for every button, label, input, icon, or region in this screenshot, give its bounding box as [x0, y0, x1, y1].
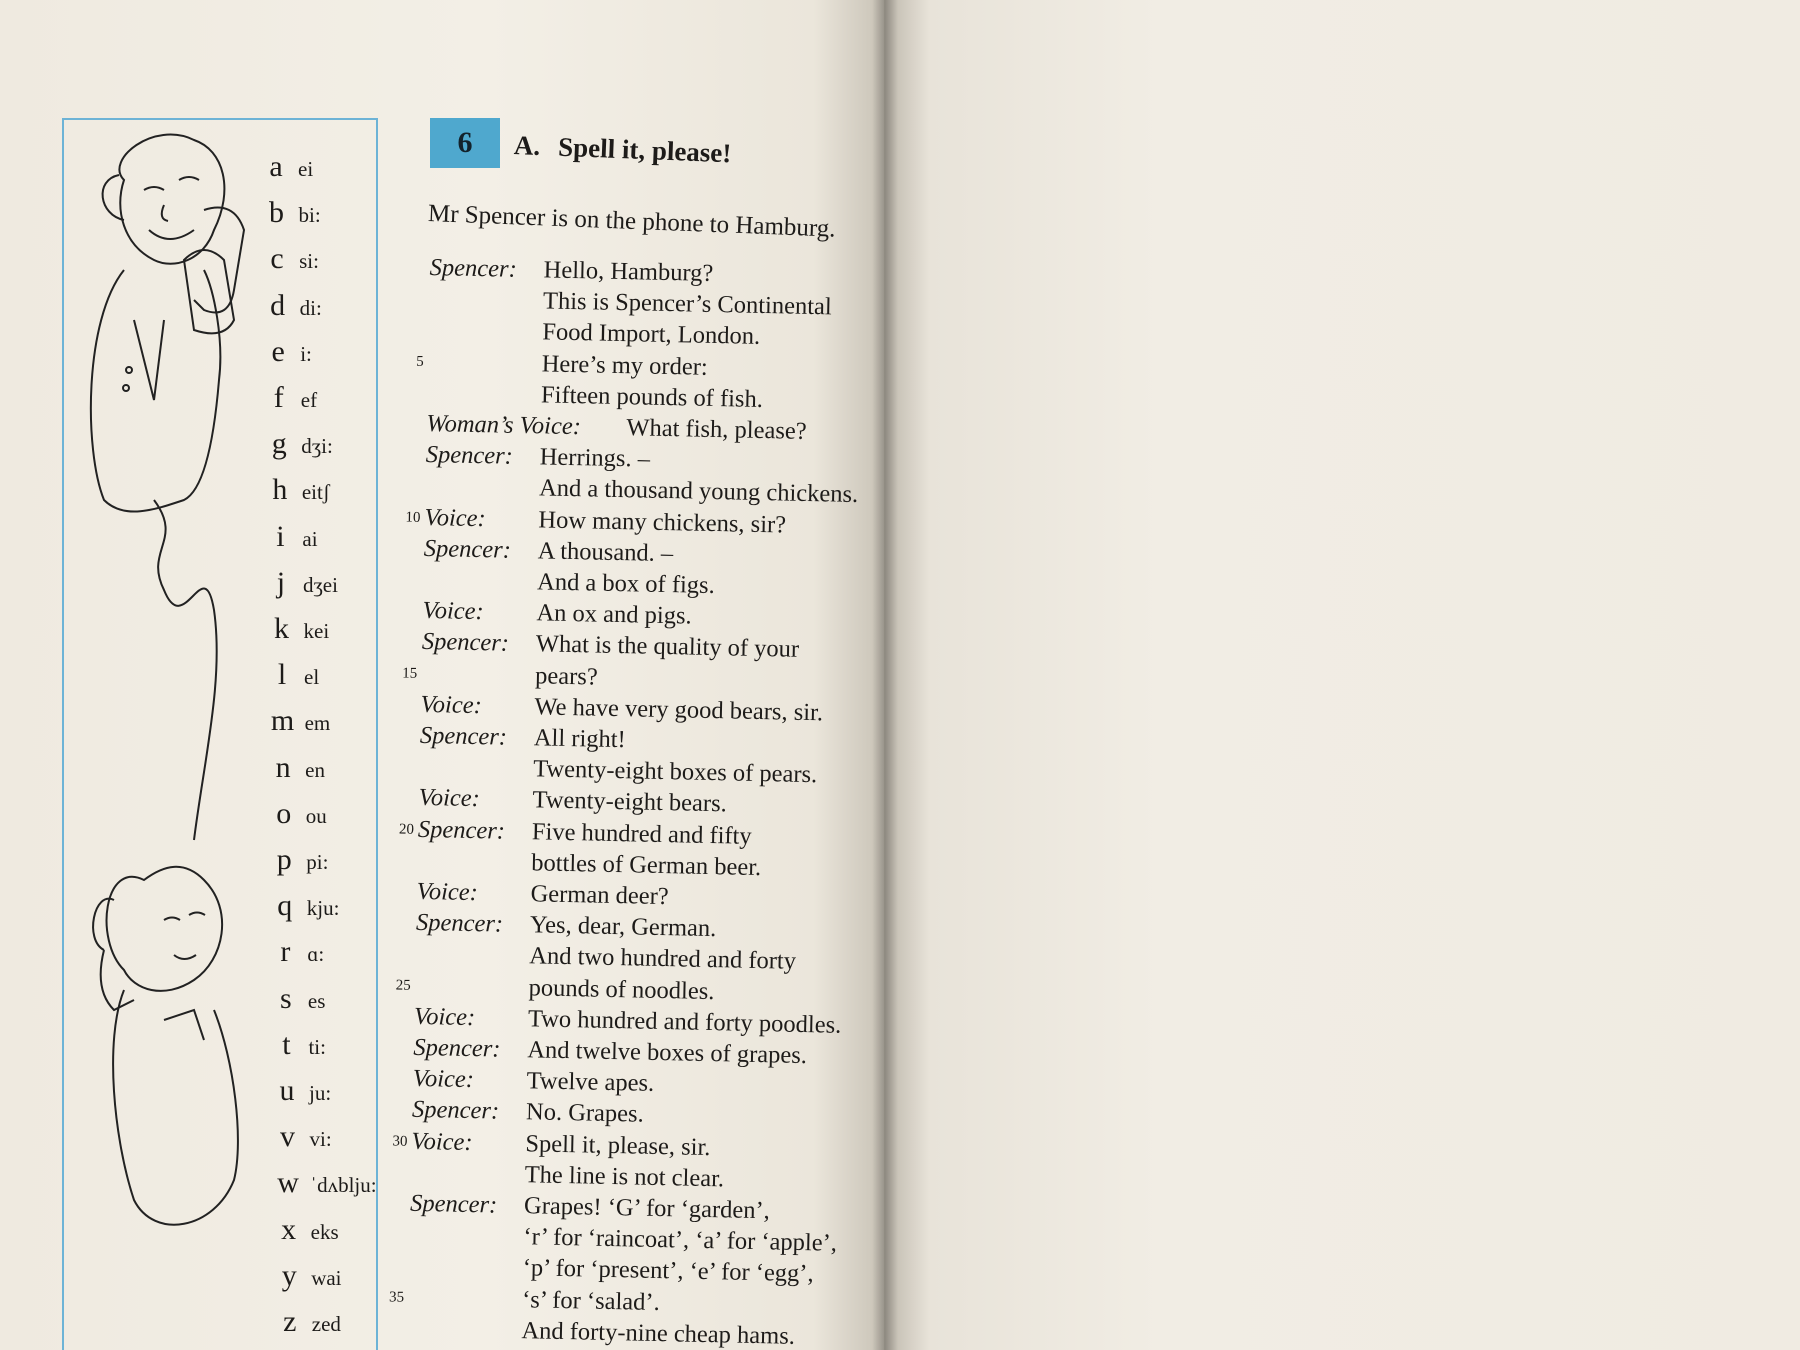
left-page: [0, 0, 884, 1350]
alphabet-row: [272, 1028, 326, 1068]
lesson-number-badge: 6: [430, 118, 500, 168]
title-text: Spell it, please!: [557, 131, 732, 169]
alphabet-pronunciation: em: [304, 711, 331, 736]
alphabet-pronunciation: es: [307, 988, 326, 1013]
alphabet-letter: t: [282, 1027, 291, 1061]
dialog-text: German deer?: [530, 880, 669, 911]
alphabet-letter: f: [273, 381, 284, 414]
alphabet-row: [271, 935, 324, 975]
dialog-text: Spell it, please, sir.: [525, 1129, 711, 1161]
alphabet-pronunciation: di:: [299, 295, 322, 320]
alphabet-letter: y: [281, 1258, 297, 1292]
alphabet-letter: w: [277, 1166, 299, 1200]
lesson-intro: Mr Spencer is on the phone to Hamburg.: [427, 200, 837, 243]
alphabet-row: [271, 889, 340, 929]
alphabet-letter: l: [277, 658, 287, 692]
alphabet-letter: x: [281, 1212, 297, 1246]
dialog-text: Herrings. –: [539, 443, 651, 473]
line-number: 25: [395, 977, 411, 994]
alphabet-pronunciation: i:: [300, 341, 312, 366]
dialog-text: Twelve apes.: [526, 1067, 655, 1098]
lesson-title: [513, 130, 750, 170]
alphabet-letter: b: [269, 196, 285, 230]
alphabet-letter: o: [276, 796, 292, 830]
alphabet-row: [266, 473, 330, 513]
alphabet-pronunciation: zed: [311, 1312, 341, 1336]
speaker-label: Woman’s Voice:: [426, 409, 582, 441]
dialog-text: What fish, please?: [626, 414, 807, 445]
alphabet-letter: i: [276, 519, 285, 553]
speaker-label: Spencer:: [413, 1033, 501, 1063]
alphabet-letter: k: [274, 612, 289, 645]
alphabet-row: [274, 1120, 332, 1160]
alphabet-letter: a: [269, 150, 283, 183]
alphabet-pronunciation: pi:: [306, 850, 329, 874]
dialog-text: Food Import, London.: [542, 318, 761, 351]
alphabet-row: [265, 381, 317, 421]
dialog-text: Hello, Hamburg?: [543, 256, 714, 287]
alphabet-row: [268, 658, 319, 698]
alphabet-letter: e: [271, 334, 285, 368]
alphabet-pronunciation: ef: [300, 388, 318, 412]
alphabet-pronunciation: ei: [298, 157, 314, 181]
alphabet-letter: m: [270, 704, 295, 738]
alphabet-pronunciation: bi:: [298, 203, 321, 228]
dialog-text: A thousand. –: [537, 537, 674, 567]
dialog-text: And a box of figs.: [536, 568, 716, 600]
alphabet-row: [264, 289, 322, 329]
line-number: 15: [402, 665, 418, 682]
alphabet-pronunciation: ou: [305, 803, 327, 828]
alphabet-row: [275, 1213, 339, 1253]
dialog-text: Two hundred and forty poodles.: [527, 1005, 842, 1039]
alphabet-row: [264, 335, 312, 375]
line-number: 10: [405, 509, 421, 526]
alphabet-pronunciation: ˈdʌblju:: [310, 1173, 377, 1198]
dialog-text: bottles of German beer.: [530, 849, 762, 881]
alphabet-letter: v: [280, 1120, 296, 1154]
alphabet-pronunciation: ai: [302, 526, 318, 551]
dialog-text: The line is not clear.: [524, 1160, 725, 1193]
alphabet-pronunciation: si:: [299, 249, 319, 274]
alphabet-pronunciation: eitʃ: [301, 480, 330, 505]
alphabet-row: [269, 704, 331, 744]
alphabet-pronunciation: vi:: [309, 1127, 332, 1152]
line-number: 30: [392, 1133, 408, 1150]
dialog-text: And twelve boxes of grapes.: [527, 1036, 808, 1070]
dialog-text: pounds of noodles.: [528, 973, 715, 1005]
speaker-label: Spencer:: [419, 721, 508, 751]
section-label: A.: [513, 130, 541, 161]
alphabet-row: [265, 427, 333, 467]
dialog-text: ‘s’ for ‘salad’.: [521, 1285, 661, 1316]
alphabet-pronunciation: kju:: [306, 896, 340, 921]
dialog-text: Fifteen pounds of fish.: [540, 381, 764, 413]
alphabet-letter: g: [271, 427, 287, 461]
speaker-label: Voice:: [412, 1065, 475, 1094]
alphabet-letter: z: [283, 1305, 297, 1338]
alphabet-pronunciation: el: [304, 665, 320, 690]
alphabet-row: [270, 843, 328, 883]
dialog-text: What is the quality of your: [535, 630, 800, 664]
alphabet-pronunciation: dʒei: [302, 572, 338, 597]
alphabet-letter: j: [276, 565, 286, 599]
alphabet-row: [262, 150, 313, 190]
alphabet-letter: c: [270, 242, 284, 276]
speaker-label: Spencer:: [421, 628, 510, 658]
dialog-text: pears?: [534, 661, 599, 691]
alphabet-row: [273, 1074, 331, 1114]
alphabet-letter: q: [277, 889, 293, 923]
speaker-label: Voice:: [420, 690, 483, 719]
speaker-label: Voice:: [424, 503, 486, 532]
dialog-text: And a thousand young chickens.: [538, 474, 859, 509]
alphabet-pronunciation: en: [305, 757, 325, 782]
dialog-text: ‘p’ for ‘present’, ‘e’ for ‘egg’,: [522, 1254, 814, 1288]
dialog-text: This is Spencer’s Continental: [542, 287, 833, 321]
line-number: 35: [388, 1288, 405, 1306]
line-number: 5: [416, 353, 424, 370]
alphabet-pronunciation: ɑ:: [307, 942, 325, 967]
dialog-text: Twenty-eight bears.: [532, 786, 728, 818]
speaker-label: Spencer:: [417, 815, 506, 845]
alphabet-letter: n: [275, 750, 291, 784]
speaker-label: Spencer:: [425, 441, 514, 470]
alphabet-letter: u: [279, 1074, 295, 1107]
dialog-text: We have very good bears, sir.: [534, 693, 824, 727]
alphabet-letter: s: [280, 981, 292, 1015]
alphabet-pronunciation: ju:: [309, 1081, 332, 1105]
alphabet-row: [272, 982, 326, 1022]
alphabet-pronunciation: kei: [303, 619, 330, 643]
alphabet-row: [266, 520, 317, 560]
speaker-label: Spencer:: [429, 254, 518, 283]
speaker-label: Voice:: [411, 1127, 473, 1156]
dialog-text: An ox and pigs.: [536, 599, 692, 630]
alphabet-pronunciation: wai: [311, 1265, 342, 1290]
alphabet-letter: d: [270, 288, 286, 322]
speaker-label: Voice:: [416, 877, 479, 907]
dialog-text: Here’s my order:: [541, 349, 708, 381]
dialog-text: Yes, dear, German.: [529, 911, 717, 943]
dialog-text: Five hundred and fifty: [531, 817, 752, 850]
alphabet-pronunciation: ti:: [308, 1034, 326, 1059]
dialog-text: Grapes! ‘G’ for ‘garden’,: [523, 1192, 771, 1225]
speaker-label: Voice:: [422, 597, 485, 626]
dialog-text: Twenty-eight boxes of pears.: [532, 755, 818, 789]
alphabet-row: [276, 1305, 341, 1345]
line-number: 20: [398, 821, 415, 838]
alphabet-row: [275, 1259, 341, 1299]
alphabet-row: [269, 751, 325, 791]
dialog-text: ‘r’ for ‘raincoat’, ‘a’ for ‘apple’,: [523, 1223, 838, 1257]
alphabet-pronunciation: eks: [310, 1219, 339, 1244]
alphabet-pronunciation: dʒi:: [301, 434, 333, 459]
speaker-label: Spencer:: [423, 534, 512, 564]
right-page: [884, 0, 1800, 1350]
alphabet-row: [270, 797, 327, 837]
alphabet-row: [267, 566, 338, 606]
alphabet-letter: r: [280, 935, 291, 969]
dialog-left: [388, 254, 870, 1350]
alphabet-letter: p: [276, 843, 292, 876]
alphabet-row: [263, 196, 321, 236]
alphabet-row: [268, 612, 330, 652]
dialog-text: How many chickens, sir?: [538, 505, 787, 539]
speaker-label: Spencer:: [409, 1189, 498, 1219]
speaker-label: Voice:: [413, 1002, 476, 1031]
book-spine: [872, 0, 898, 1350]
dialog-text: And forty-nine cheap hams.: [521, 1316, 796, 1350]
alphabet-row: [263, 242, 319, 282]
dialog-text: And two hundred and forty: [529, 942, 797, 976]
dialog-text: All right!: [533, 724, 627, 754]
alphabet-row: [274, 1166, 377, 1206]
speaker-label: Voice:: [418, 784, 481, 813]
alphabet-letter: h: [272, 473, 288, 507]
dialog-text: No. Grapes.: [525, 1098, 645, 1129]
speaker-label: Spencer:: [415, 909, 504, 938]
speaker-label: Spencer:: [411, 1096, 500, 1126]
